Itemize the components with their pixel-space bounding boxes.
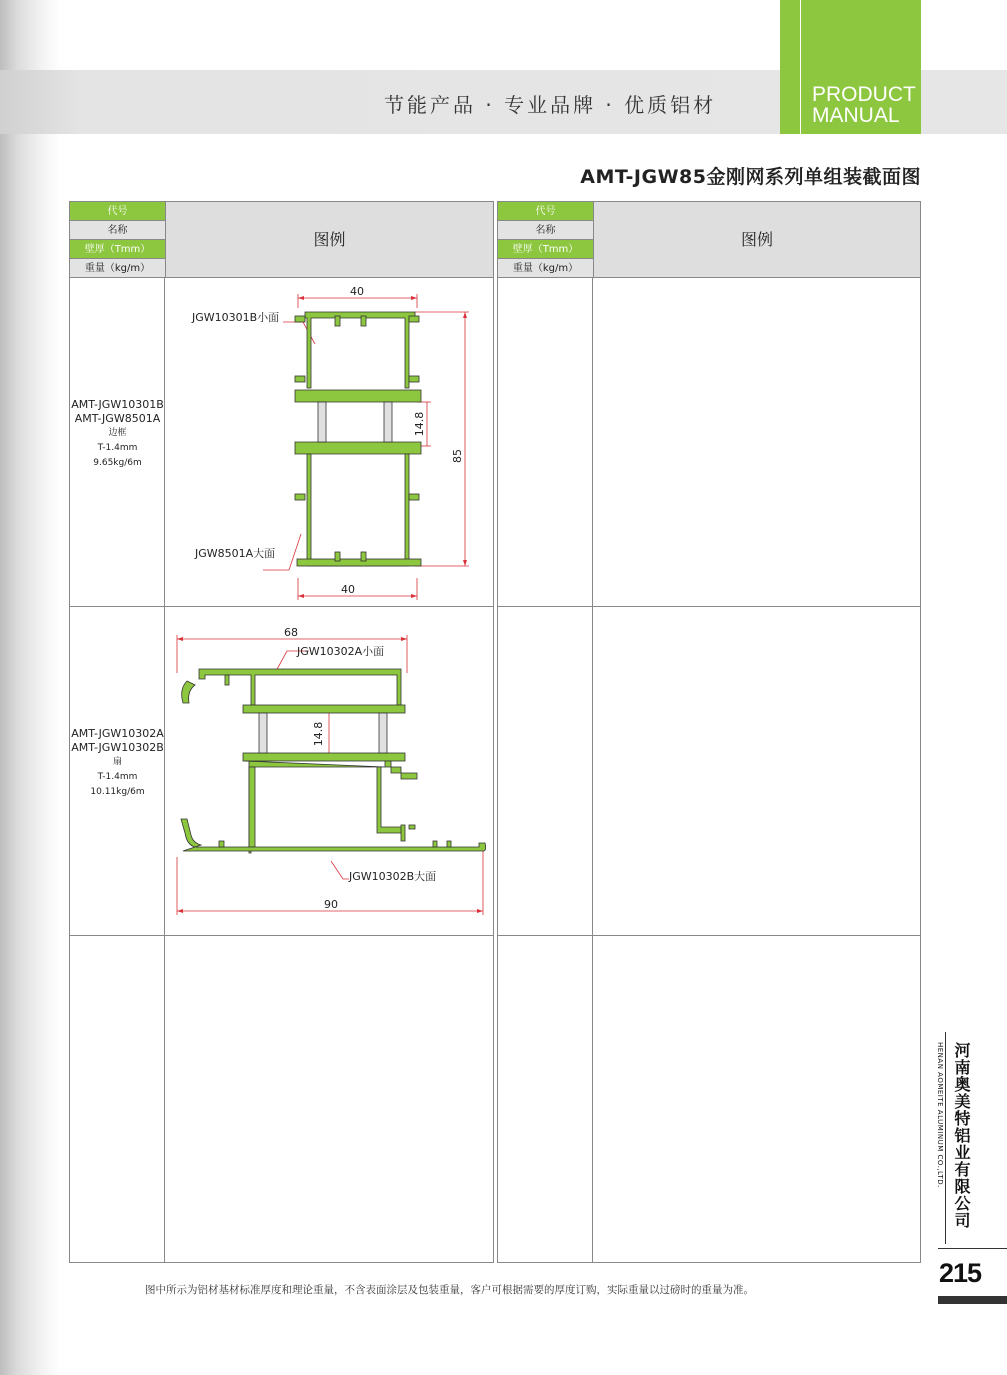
header-legend: 图例 bbox=[165, 202, 493, 278]
row-info bbox=[70, 278, 165, 606]
row-info-text bbox=[70, 727, 165, 800]
dimension-lines bbox=[177, 635, 483, 915]
header-name: 名称 bbox=[70, 221, 165, 240]
header-code: 代号 bbox=[498, 202, 593, 221]
company-divider-vertical bbox=[945, 1032, 946, 1244]
frame-profile-figure bbox=[165, 278, 493, 606]
row-figure bbox=[593, 278, 920, 606]
row-name: 扇 bbox=[112, 757, 122, 767]
table-row bbox=[498, 936, 920, 1263]
header-name: 名称 bbox=[498, 221, 593, 240]
dimension-arrows bbox=[177, 637, 483, 913]
row-name: 边框 bbox=[108, 428, 127, 438]
footer-note: 图中所示为铝材基材标准厚度和理论重量，不含表面涂层及包装重量，客户可根据需要的厚度订购，实际重量以过磅时的重量为准。 bbox=[145, 1284, 754, 1296]
row-info bbox=[498, 278, 593, 606]
dim-height-label: 85 bbox=[451, 449, 464, 463]
header-code: 代号 bbox=[70, 202, 165, 221]
dim-top-label: 68 bbox=[284, 626, 298, 639]
row-code-1: AMT-JGW10301B bbox=[71, 398, 164, 411]
header-thickness: 壁厚（Tmm） bbox=[70, 240, 165, 259]
page-number: 215 bbox=[939, 1258, 982, 1288]
company-name-en: HENAN AOMEITE ALUMINUM CO.,LTD. bbox=[936, 1042, 944, 1188]
row-info bbox=[498, 936, 593, 1263]
row-thickness: T-1.4mm bbox=[97, 443, 138, 453]
row-weight: 10.11kg/6m bbox=[90, 787, 145, 797]
table-row bbox=[70, 278, 493, 607]
document-title: AMT-JGW85金刚网系列单组装截面图 bbox=[580, 166, 921, 188]
table-row bbox=[70, 936, 493, 1263]
large-face-label: JGW10302B大面 bbox=[349, 870, 437, 883]
sash-profile-shape bbox=[181, 669, 486, 853]
frame-profile-shape bbox=[295, 312, 421, 566]
table-row bbox=[498, 607, 920, 936]
manual-line-2: MANUAL bbox=[812, 104, 900, 127]
dim-gap-label: 14.8 bbox=[312, 721, 325, 747]
header-legend: 图例 bbox=[593, 202, 920, 278]
product-manual-tab bbox=[780, 0, 921, 134]
frame-profile-drawing bbox=[165, 278, 494, 607]
large-face-label: JGW8501A大面 bbox=[195, 547, 276, 560]
sash-profile-drawing bbox=[165, 607, 494, 936]
dim-bottom-label: 90 bbox=[324, 898, 338, 911]
row-thickness: T-1.4mm bbox=[97, 772, 138, 782]
header-weight: 重量（kg/m） bbox=[70, 259, 165, 278]
row-figure bbox=[165, 936, 493, 1263]
row-figure bbox=[593, 936, 920, 1263]
page-number-bar bbox=[938, 1296, 1007, 1304]
tab-stripe bbox=[800, 0, 801, 134]
row-info bbox=[498, 607, 593, 935]
small-face-label: JGW10301B小面 bbox=[192, 311, 280, 324]
profile-table-left bbox=[69, 201, 494, 1263]
header-weight: 重量（kg/m） bbox=[498, 259, 593, 278]
dim-top-label: 40 bbox=[350, 285, 364, 298]
sash-profile-figure bbox=[165, 607, 493, 935]
company-divider-horizontal bbox=[938, 1248, 1007, 1249]
header-slogan: 节能产品 · 专业品牌 · 优质铝材 bbox=[384, 93, 717, 117]
row-info bbox=[70, 607, 165, 935]
row-info bbox=[70, 936, 165, 1263]
row-weight: 9.65kg/6m bbox=[93, 458, 142, 468]
dim-bottom-label: 40 bbox=[341, 583, 355, 596]
manual-line-1: PRODUCT bbox=[812, 83, 916, 106]
row-code-1: AMT-JGW10302A bbox=[71, 727, 164, 740]
small-face-label: JGW10302A小面 bbox=[297, 645, 385, 658]
product-manual-label bbox=[812, 84, 916, 126]
dim-gap-label: 14.8 bbox=[413, 411, 426, 437]
row-code-2: AMT-JGW8501A bbox=[74, 412, 161, 425]
row-code-2: AMT-JGW10302B bbox=[71, 741, 164, 754]
thermal-break-strips bbox=[318, 402, 392, 442]
table-row bbox=[498, 278, 920, 607]
profile-table-right bbox=[497, 201, 921, 1263]
header-thickness: 壁厚（Tmm） bbox=[498, 240, 593, 259]
table-row bbox=[70, 607, 493, 936]
row-figure bbox=[593, 607, 920, 935]
page-spine-shadow bbox=[0, 0, 60, 1375]
row-info-text bbox=[70, 398, 165, 471]
company-name-cn: 河南奥美特铝业有限公司 bbox=[952, 1042, 971, 1229]
